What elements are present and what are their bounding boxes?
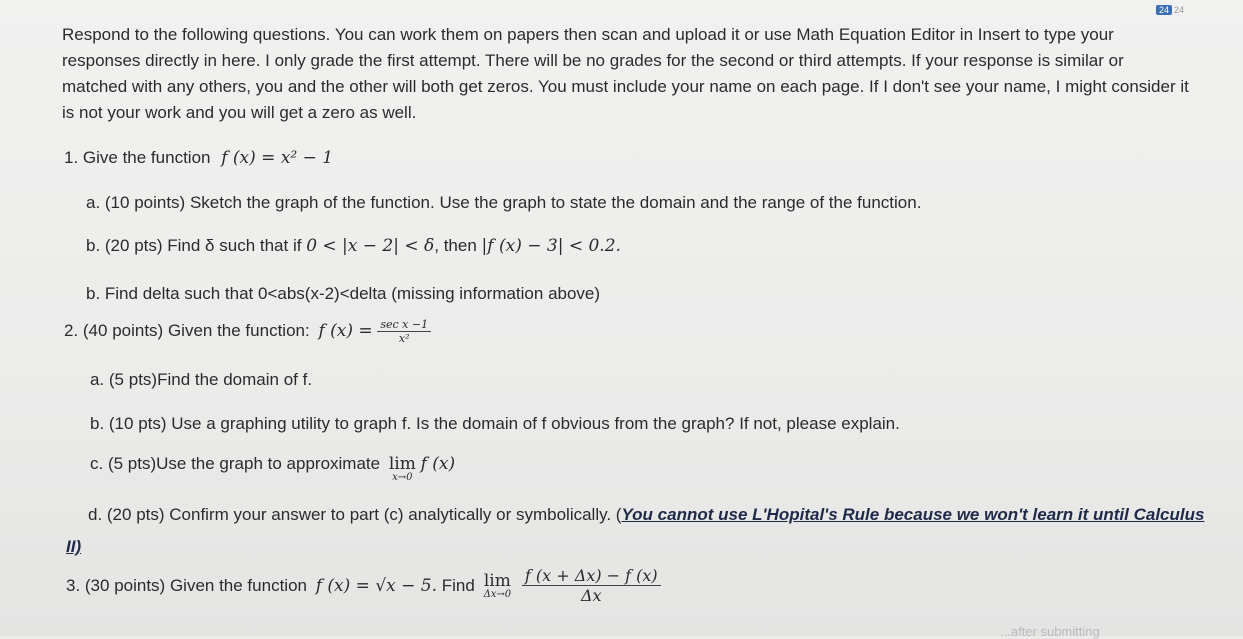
q2c-limit [389,454,416,483]
q3-denominator: Δx [581,586,602,605]
q1-part-b [86,236,621,256]
q2-prefix: 2. (40 points) Given the function: [64,320,310,340]
q2-part-c [90,454,455,483]
q2d-note: You cannot use L'Hopital's Rule because we won't learn it until Calculus [621,505,1205,524]
q1-prefix: 1. Give the function [64,148,211,167]
footer-cutoff-text: ...after submitting [1000,624,1100,639]
q3-lim-sub: Δx→0 [483,589,512,600]
q1b-condition: 0 < |x − 2| < δ [306,236,435,256]
q2c-lim-sub: x→0 [392,472,413,483]
q2d-prefix: d. (20 pts) Confirm your answer to part (c) analytically or symbolically. ( [88,505,622,524]
q3-lim-text: lim [483,571,511,591]
q2-numerator: sec x −1 [377,318,431,332]
q2d-note-cont: II) [66,537,82,556]
q3-fraction [522,566,661,605]
q1-part-b2: b. Find delta such that 0<abs(x-2)<delta (missing information above) [86,284,601,303]
q2c-function: f (x) [420,454,456,474]
page-current: 24 [1156,5,1172,15]
q2-denominator: x² [398,332,410,345]
q2-part-b: b. (10 pts) Use a graphing utility to graph f. Is the domain of f obvious from the graph? If not, please explain. [90,414,900,433]
q1-function: f (x) = x² − 1 [221,148,334,168]
q1b-then: , then [434,236,477,255]
page-badge [1156,5,1184,16]
q2c-prefix: c. (5 pts)Use the graph to approximate [90,454,381,473]
q1b-prefix: b. (20 pts) Find δ such that if [86,236,302,255]
question-2 [64,318,431,345]
page-total: 24 [1174,5,1185,15]
q2-part-d-cont [66,537,81,557]
q3-numerator: f (x + Δx) − f (x) [522,566,661,586]
instructions-paragraph: Respond to the following questions. You can work them on papers then scan and upload it or use Math Equation Editor in Insert to type your responses directly in here. I only grade the first attempt. There will be no grades for the second or third attempts. If your response is similar or matched with any others, you and the other will both get zeros. You must include your name on each page. If I don't see your name, I might consider it is not your work and you will get a zero as well. [62,25,1189,122]
q2-part-d [88,505,1204,525]
q2-part-a: a. (5 pts)Find the domain of f. [90,370,313,389]
q3-limit [484,571,512,600]
q3-find: Find [441,575,475,595]
q1b-result: |f (x) − 3| < 0.2. [481,236,621,256]
q3-function: f (x) = √x − 5. [315,575,438,596]
q3-prefix: 3. (30 points) Given the function [66,575,307,595]
question-3 [66,566,661,605]
q2-fraction [377,318,431,345]
q2c-lim-text: lim [388,454,416,474]
q1-part-a: a. (10 points) Sketch the graph of the function. Use the graph to state the domain and the range of the function. [86,193,922,212]
question-1 [64,148,333,168]
q2-function-lhs: f (x) = [318,320,373,341]
